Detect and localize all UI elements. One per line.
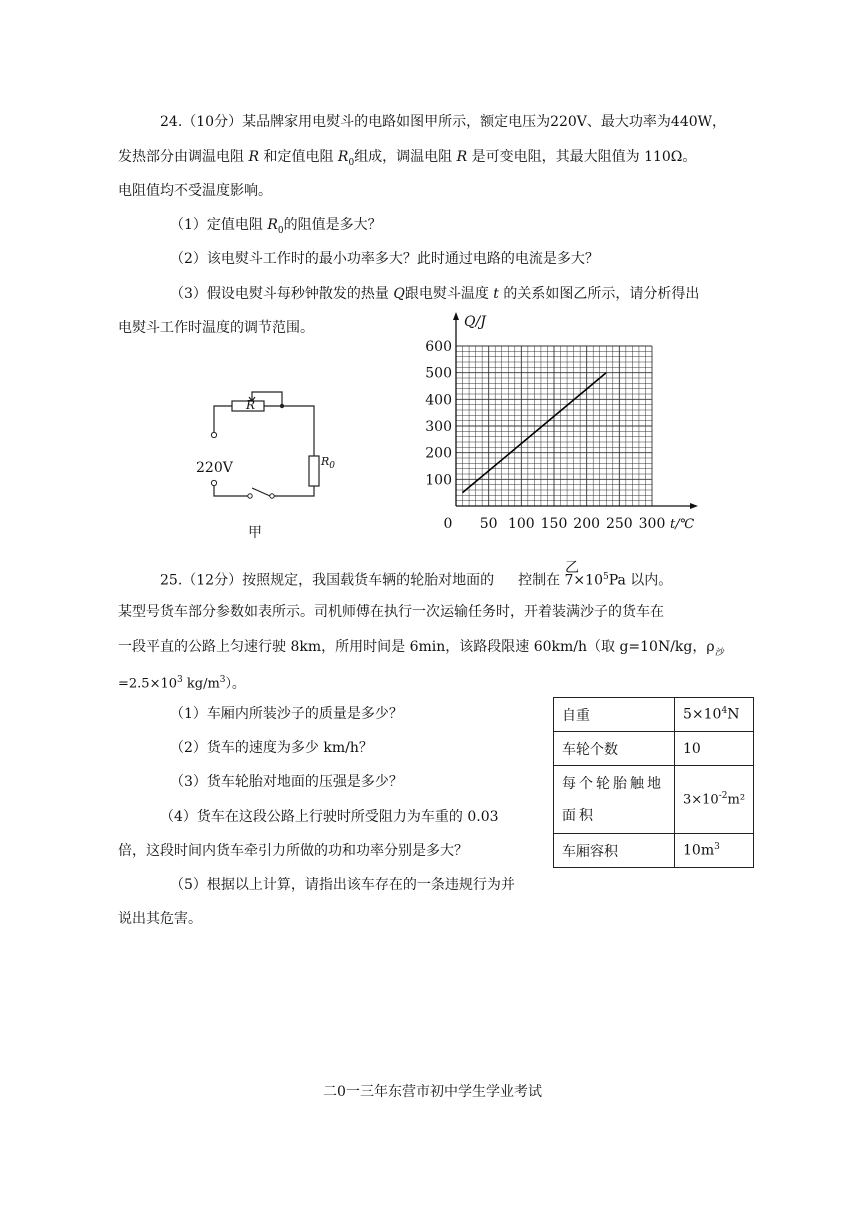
- q25-sub1: （1）车厢内所装沙子的质量是多少？: [170, 706, 403, 722]
- y-tick-label: 100: [425, 472, 452, 489]
- x-tick-label: 100: [507, 516, 535, 532]
- x-axis-arrow: [690, 503, 698, 509]
- value-sup: 3: [714, 842, 720, 853]
- y-tick-label: 400: [425, 392, 452, 409]
- q25-sub3: （3）货车轮胎对地面的压强是多少？: [170, 774, 403, 790]
- var-t: t: [493, 286, 499, 302]
- q24-sub1a: （1）定值电阻: [170, 217, 268, 233]
- page-footer: 二0一三年东营市初中学生学业考试: [323, 1084, 542, 1100]
- x-tick-label: 200: [573, 516, 601, 532]
- q24-sub1d: 的阻值是多大？: [283, 217, 382, 233]
- q25-sub5b: 说出其危害。: [118, 911, 202, 927]
- q25-line4a: =2.5×10: [118, 676, 178, 692]
- table-cell-value: [675, 834, 754, 868]
- q25-sub5a: （5）根据以上计算，请指出该车存在的一条违规行为并: [170, 877, 515, 893]
- table-cell-label: 车厢容积: [554, 834, 675, 868]
- value-b: N: [727, 706, 740, 723]
- q24-sub1: [170, 216, 382, 240]
- sup-3: 3: [177, 675, 183, 685]
- x-tick-label: 150: [540, 516, 568, 532]
- q24-line2h: 是可变电阻，其最大阻值为 110Ω。: [467, 149, 697, 165]
- q24-sub3e: 的关系如图乙所示，请分析得出: [498, 286, 700, 302]
- switch-terminal: [248, 494, 252, 498]
- label-r0-main: R: [321, 455, 330, 468]
- q25-sub2: （2）货车的速度为多少 km/h？: [170, 740, 373, 756]
- q25-line2: 某型号货车部分参数如表所示。司机师傅在执行一次运输任务时，开着装满沙子的货车在: [118, 604, 664, 620]
- sub-0: 0: [348, 157, 355, 168]
- table-row: [554, 834, 754, 868]
- caption-jia: 甲: [248, 525, 262, 541]
- q25-sub4a: （4）货车在这段公路上行驶时所受阻力为车重的 0.03: [160, 809, 499, 825]
- label-r0-sub: 0: [329, 461, 336, 472]
- y-tick-label: 600: [425, 339, 452, 355]
- terminal-top: [211, 432, 216, 437]
- terminal-bottom: [211, 480, 216, 485]
- value-b: m²: [727, 792, 746, 808]
- switch-blade: [252, 488, 270, 496]
- var-r0: R: [267, 217, 278, 233]
- slider-wire: [252, 392, 282, 406]
- value-a: 5×10: [683, 706, 722, 723]
- caption-yi: 乙: [565, 560, 579, 576]
- q25-line1d: Pa 以内。: [608, 572, 673, 589]
- sup-5: 5: [602, 572, 609, 582]
- value-a: 10: [683, 740, 701, 757]
- q24-sub3: [170, 285, 699, 303]
- label-voltage: 220V: [196, 460, 233, 476]
- q24-line2f: 组成，调温电阻: [354, 149, 457, 165]
- q-t-chart: [420, 308, 710, 540]
- wire-right-top: [282, 406, 314, 456]
- q24-line2a: 发热部分由调温电阻: [118, 149, 249, 165]
- x-tick-label: 250: [605, 516, 633, 532]
- var-r: R: [248, 149, 259, 165]
- q25-line3-main: 一段平直的公路上匀速行驶 8km，所用时间是 6min，该路段限速 60km/h（取 g=10N/kg，ρ: [118, 639, 715, 655]
- q24-sub3a: （3）假设电熨斗每秒钟散发的热量: [170, 286, 394, 302]
- y-axis-label: Q/J: [464, 314, 486, 330]
- table-cell-value: [675, 732, 754, 766]
- sup-3: 3: [219, 675, 226, 685]
- junction-dot: [280, 404, 284, 408]
- label-r: R: [246, 398, 256, 412]
- value-a: 3×10: [683, 792, 719, 808]
- q24-line1: 24.（10分）某品牌家用电熨斗的电路如图甲所示，额定电压为220V、最大功率为440W，: [160, 114, 727, 130]
- q25-line4c: kg/m: [182, 676, 220, 692]
- table-row: [554, 698, 754, 732]
- q24-line3: 电阻值均不受温度影响。: [118, 183, 272, 199]
- y-axis-arrow: [453, 312, 459, 320]
- resistor-r0: [309, 456, 319, 486]
- x-axis-label: t/℃: [670, 517, 695, 532]
- x-tick-label: 50: [479, 516, 498, 532]
- truck-params-table: [553, 697, 754, 868]
- sub-0: 0: [277, 225, 284, 236]
- q25-line1: [160, 568, 672, 590]
- q24-sub2: （2）该电熨斗工作时的最小功率多大？此时通过电路的电流是多大？: [170, 251, 599, 267]
- table-cell-label: 自重: [554, 698, 675, 732]
- q25-sub4b: 倍，这段时间内货车牵引力所做的功和功率分别是多大？: [118, 843, 468, 859]
- table-cell-value: [675, 698, 754, 732]
- label-r0: [321, 455, 335, 471]
- y-tick-label: 200: [425, 445, 452, 462]
- table-row: [554, 732, 754, 766]
- q24-line2c: 和定值电阻: [259, 149, 338, 165]
- sub-sand: 沙: [714, 647, 724, 658]
- value-sup: -2: [718, 791, 728, 802]
- x-tick-label: 0: [443, 516, 453, 532]
- table-cell-label: 车轮个数: [554, 732, 675, 766]
- table-row: [554, 766, 754, 834]
- q25-line1a: 25.（12分）按照规定，我国载货车辆的轮胎对地面的: [160, 572, 495, 589]
- x-tick-label: 300: [638, 516, 666, 532]
- q25-line4e: ）。: [225, 676, 246, 692]
- q24-line-last: 电熨斗工作时温度的调节范围。: [118, 320, 314, 336]
- wire-right-bottom: [270, 486, 314, 496]
- wire-top-left: [214, 406, 232, 432]
- var-r: R: [456, 149, 468, 165]
- q24-line2: [118, 148, 696, 172]
- value-sup: 4: [721, 706, 728, 717]
- table-cell-label: 每个轮胎触地面积: [554, 766, 675, 834]
- var-r0: R: [337, 149, 349, 165]
- var-q: Q: [393, 286, 405, 302]
- y-tick-label: 300: [425, 419, 452, 435]
- q25-line1b: 控制在 7×10: [518, 572, 603, 589]
- q25-line4: [118, 671, 245, 693]
- value-a: 10m: [683, 842, 715, 859]
- table-cell-value: [675, 766, 754, 834]
- wire-bottom-left: [214, 486, 248, 496]
- y-tick-label: 500: [425, 365, 452, 382]
- switch-terminal: [270, 494, 274, 498]
- q25-line3: [118, 638, 724, 662]
- q24-sub3c: 跟电熨斗温度: [404, 286, 494, 302]
